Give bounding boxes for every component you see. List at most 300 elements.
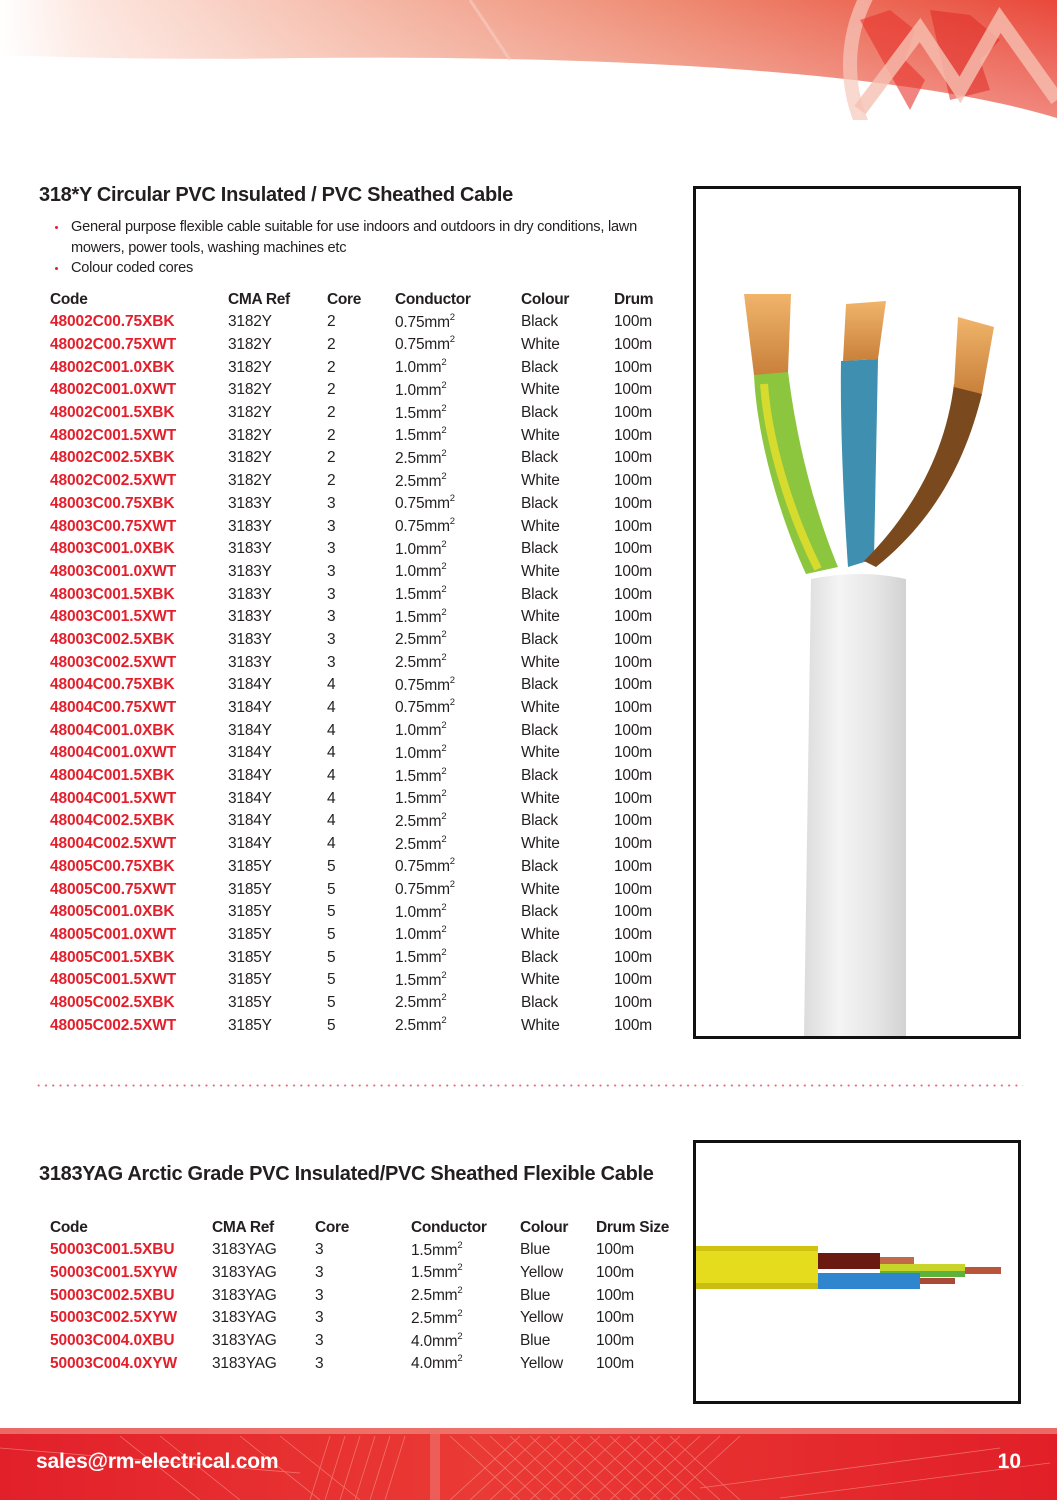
code-cell: 48005C002.5XWT (50, 1016, 177, 1034)
colour-cell: White (521, 426, 560, 444)
col-header-core: Core (315, 1218, 350, 1236)
code-cell: 48004C001.5XWT (50, 789, 177, 807)
squared-superscript: 2 (449, 334, 455, 346)
drum-cell: 100m (614, 948, 652, 966)
code-cell: 48005C00.75XWT (50, 880, 177, 898)
cma-ref-cell: 3183YAG (212, 1354, 277, 1372)
cma-ref-cell: 3185Y (228, 857, 272, 875)
code-cell: 48004C001.5XBK (50, 767, 175, 785)
table-row (50, 719, 680, 742)
cma-ref-cell: 3183Y (228, 608, 272, 626)
cma-ref-cell: 3184Y (228, 767, 272, 785)
conductor-cell: $1.5mm^2$ (395, 765, 447, 785)
code-cell: 48002C001.0XWT (50, 381, 177, 399)
code-cell: 48005C001.5XWT (50, 971, 177, 989)
core-cell: 3 (327, 653, 336, 671)
colour-cell: White (521, 336, 560, 354)
drum-cell: 100m (596, 1264, 634, 1282)
core-cell: 2 (327, 336, 336, 354)
colour-cell: White (521, 880, 560, 898)
core-cell: 5 (327, 857, 336, 875)
squared-superscript: 2 (441, 788, 447, 800)
cma-ref-cell: 3183YAG (212, 1241, 277, 1259)
squared-superscript: 2 (441, 924, 447, 936)
conductor-cell: $1.5mm^2$ (395, 584, 447, 604)
code-cell: 48004C002.5XBK (50, 812, 175, 830)
table-row (50, 697, 680, 720)
drum-cell: 100m (614, 812, 652, 830)
core-cell: 5 (327, 903, 336, 921)
cma-ref-cell: 3185Y (228, 948, 272, 966)
squared-superscript: 2 (457, 1353, 463, 1365)
squared-superscript: 2 (441, 379, 447, 391)
squared-superscript: 2 (441, 1015, 447, 1027)
section2-title: 3183YAG Arctic Grade PVC Insulated/PVC Sheathed Flexible Cable (39, 1163, 654, 1185)
cma-ref-cell: 3183Y (228, 517, 272, 535)
cma-ref-cell: 3182Y (228, 313, 272, 331)
core-cell: 2 (327, 426, 336, 444)
table-row (50, 810, 680, 833)
core-cell: 2 (327, 381, 336, 399)
drum-cell: 100m (614, 404, 652, 422)
drum-cell: 100m (596, 1332, 634, 1350)
squared-superscript: 2 (441, 742, 447, 754)
code-cell: 50003C001.5XYW (50, 1264, 177, 1282)
globe-banner-icon (0, 0, 1057, 120)
colour-cell: Blue (520, 1286, 551, 1304)
squared-superscript: 2 (457, 1330, 463, 1342)
code-cell: 48004C001.0XBK (50, 721, 175, 739)
drum-cell: 100m (614, 540, 652, 558)
conductor-cell: $2.5mm^2$ (395, 652, 447, 672)
code-cell: 48003C001.0XWT (50, 562, 177, 580)
colour-cell: White (521, 381, 560, 399)
colour-cell: Blue (520, 1241, 551, 1259)
squared-superscript: 2 (441, 402, 447, 414)
drum-cell: 100m (614, 699, 652, 717)
core-cell: 5 (327, 993, 336, 1011)
table-row (50, 969, 680, 992)
col-header-drum: Drum (614, 290, 654, 308)
drum-cell: 100m (614, 721, 652, 739)
drum-cell: 100m (614, 676, 652, 694)
squared-superscript: 2 (441, 947, 447, 959)
drum-cell: 100m (614, 1016, 652, 1034)
colour-cell: Black (521, 903, 558, 921)
core-cell: 3 (327, 630, 336, 648)
table-row (50, 1284, 680, 1307)
core-cell: 3 (327, 562, 336, 580)
colour-cell: Black (521, 676, 558, 694)
col-header-colour: Colour (521, 290, 570, 308)
cma-ref-cell: 3183Y (228, 562, 272, 580)
cma-ref-cell: 3182Y (228, 449, 272, 467)
cma-ref-cell: 3183YAG (212, 1309, 277, 1327)
colour-cell: White (521, 472, 560, 490)
bullet-icon (55, 226, 58, 229)
conductor-cell: $1.0mm^2$ (395, 924, 447, 944)
core-cell: 3 (315, 1332, 324, 1350)
colour-cell: White (521, 517, 560, 535)
core-cell: 5 (327, 971, 336, 989)
header-banner (0, 0, 1057, 120)
drum-cell: 100m (596, 1309, 634, 1327)
drum-cell: 100m (614, 744, 652, 762)
squared-superscript: 2 (449, 878, 455, 890)
conductor-cell: $0.75mm^2$ (395, 311, 455, 331)
code-cell: 48002C00.75XWT (50, 336, 177, 354)
table-row (50, 833, 680, 856)
table-header-row (50, 288, 680, 311)
table-row (50, 651, 680, 674)
drum-cell: 100m (614, 426, 652, 444)
table-row (50, 561, 680, 584)
colour-cell: White (521, 562, 560, 580)
code-cell: 50003C002.5XYW (50, 1309, 177, 1327)
table-row (50, 992, 680, 1015)
conductor-cell: $1.5mm^2$ (395, 425, 447, 445)
page-number: 10 (997, 1450, 1021, 1473)
drum-cell: 100m (614, 585, 652, 603)
cma-ref-cell: 3183Y (228, 630, 272, 648)
code-cell: 48004C00.75XBK (50, 676, 175, 694)
drum-cell: 100m (596, 1241, 634, 1259)
conductor-cell: $4.0mm^2$ (411, 1353, 463, 1373)
table-row (50, 606, 680, 629)
col-header-core: Core (327, 290, 362, 308)
table-row (50, 515, 680, 538)
core-cell: 2 (327, 449, 336, 467)
squared-superscript: 2 (449, 493, 455, 505)
core-cell: 3 (327, 540, 336, 558)
conductor-cell: $2.5mm^2$ (395, 1015, 447, 1035)
conductor-cell: $1.0mm^2$ (395, 357, 447, 377)
drum-cell: 100m (614, 494, 652, 512)
table-row (50, 402, 680, 425)
code-cell: 48004C001.0XWT (50, 744, 177, 762)
code-cell: 50003C004.0XYW (50, 1354, 177, 1372)
squared-superscript: 2 (457, 1262, 463, 1274)
cma-ref-cell: 3183YAG (212, 1286, 277, 1304)
col-header-code: Code (50, 1218, 88, 1236)
product-photo-3183yag (693, 1140, 1021, 1404)
colour-cell: White (521, 1016, 560, 1034)
cma-ref-cell: 3182Y (228, 336, 272, 354)
col-header-cma-ref: CMA Ref (228, 290, 290, 308)
code-cell: 48005C002.5XBK (50, 993, 175, 1011)
drum-cell: 100m (614, 472, 652, 490)
code-cell: 48005C00.75XBK (50, 857, 175, 875)
squared-superscript: 2 (441, 833, 447, 845)
drum-cell: 100m (614, 653, 652, 671)
core-cell: 3 (315, 1264, 324, 1282)
code-cell: 48005C001.0XBK (50, 903, 175, 921)
squared-superscript: 2 (441, 969, 447, 981)
cma-ref-cell: 3183YAG (212, 1332, 277, 1350)
table-row (50, 924, 680, 947)
conductor-cell: $0.75mm^2$ (395, 856, 455, 876)
table-row (50, 765, 680, 788)
colour-cell: Black (521, 404, 558, 422)
table-row (50, 447, 680, 470)
code-cell: 48002C002.5XWT (50, 472, 177, 490)
conductor-cell: $2.5mm^2$ (395, 447, 447, 468)
code-cell: 48003C00.75XBK (50, 494, 175, 512)
colour-cell: Black (521, 313, 558, 331)
code-cell: 50003C001.5XBU (50, 1241, 175, 1259)
colour-cell: White (521, 789, 560, 807)
conductor-cell: $2.5mm^2$ (395, 629, 447, 649)
table-row (50, 742, 680, 765)
conductor-cell: $0.75mm^2$ (395, 878, 455, 899)
table-row (50, 787, 680, 810)
squared-superscript: 2 (449, 856, 455, 868)
conductor-cell: $1.5mm^2$ (411, 1262, 463, 1282)
squared-superscript: 2 (441, 901, 447, 913)
colour-cell: White (521, 925, 560, 943)
conductor-cell: $2.5mm^2$ (395, 470, 447, 490)
core-cell: 4 (327, 835, 336, 853)
core-cell: 4 (327, 767, 336, 785)
conductor-cell: $1.0mm^2$ (395, 901, 447, 921)
drum-cell: 100m (614, 336, 652, 354)
core-cell: 5 (327, 880, 336, 898)
drum-cell: 100m (596, 1354, 634, 1372)
colour-cell: Black (521, 857, 558, 875)
squared-superscript: 2 (457, 1239, 463, 1251)
table-row (50, 1262, 680, 1285)
contact-email-link[interactable]: sales@rm-electrical.com (36, 1450, 279, 1473)
core-cell: 3 (315, 1309, 324, 1327)
cma-ref-cell: 3184Y (228, 789, 272, 807)
code-cell: 48004C002.5XWT (50, 835, 177, 853)
table-row (50, 856, 680, 879)
code-cell: 48002C001.5XWT (50, 426, 177, 444)
table-row (50, 1352, 680, 1375)
core-cell: 5 (327, 948, 336, 966)
cma-ref-cell: 3184Y (228, 812, 272, 830)
squared-superscript: 2 (441, 447, 447, 459)
colour-cell: Black (521, 449, 558, 467)
conductor-cell: $1.5mm^2$ (395, 947, 447, 967)
code-cell: 48003C00.75XWT (50, 517, 177, 535)
squared-superscript: 2 (441, 538, 447, 550)
cma-ref-cell: 3183Y (228, 494, 272, 512)
colour-cell: Black (521, 358, 558, 376)
core-cell: 2 (327, 472, 336, 490)
drum-cell: 100m (614, 517, 652, 535)
squared-superscript: 2 (457, 1285, 463, 1297)
cma-ref-cell: 3182Y (228, 381, 272, 399)
cma-ref-cell: 3185Y (228, 880, 272, 898)
squared-superscript: 2 (441, 606, 447, 618)
cma-ref-cell: 3185Y (228, 903, 272, 921)
core-cell: 4 (327, 699, 336, 717)
cma-ref-cell: 3183Y (228, 653, 272, 671)
cma-ref-cell: 3182Y (228, 426, 272, 444)
core-cell: 2 (327, 358, 336, 376)
conductor-cell: $1.0mm^2$ (395, 720, 447, 740)
drum-cell: 100m (614, 789, 652, 807)
conductor-cell: $0.75mm^2$ (395, 334, 455, 354)
squared-superscript: 2 (441, 652, 447, 664)
drum-cell: 100m (614, 449, 652, 467)
section1-title: 318*Y Circular PVC Insulated / PVC Sheathed Cable (39, 184, 513, 206)
cma-ref-cell: 3183Y (228, 540, 272, 558)
conductor-cell: $0.75mm^2$ (395, 515, 455, 536)
colour-cell: Black (521, 993, 558, 1011)
cma-ref-cell: 3182Y (228, 358, 272, 376)
colour-cell: White (521, 971, 560, 989)
core-cell: 3 (315, 1354, 324, 1372)
code-cell: 48003C001.0XBK (50, 540, 175, 558)
colour-cell: Blue (520, 1332, 551, 1350)
colour-cell: Black (521, 630, 558, 648)
yellow-arctic-cable-image (696, 1143, 1018, 1401)
core-cell: 4 (327, 676, 336, 694)
drum-cell: 100m (614, 630, 652, 648)
col-header-drum-size: Drum Size (596, 1218, 670, 1236)
core-cell: 4 (327, 789, 336, 807)
conductor-cell: $2.5mm^2$ (411, 1307, 463, 1327)
drum-cell: 100m (596, 1286, 634, 1304)
table-row (50, 1307, 680, 1330)
feature-list (54, 217, 694, 279)
core-cell: 3 (327, 585, 336, 603)
cma-ref-cell: 3184Y (228, 699, 272, 717)
code-cell: 48003C002.5XWT (50, 653, 177, 671)
table-row (50, 946, 680, 969)
squared-superscript: 2 (441, 765, 447, 777)
drum-cell: 100m (614, 835, 652, 853)
code-cell: 48003C001.5XBK (50, 585, 175, 603)
squared-superscript: 2 (441, 470, 447, 482)
code-cell: 48003C002.5XBK (50, 630, 175, 648)
colour-cell: White (521, 699, 560, 717)
drum-cell: 100m (614, 313, 652, 331)
code-cell: 48005C001.5XBK (50, 948, 175, 966)
core-cell: 3 (327, 494, 336, 512)
table-row (50, 583, 680, 606)
core-cell: 3 (315, 1286, 324, 1304)
cma-ref-cell: 3185Y (228, 925, 272, 943)
product-table-318y (50, 288, 680, 1037)
core-cell: 2 (327, 404, 336, 422)
squared-superscript: 2 (441, 629, 447, 641)
footer-bar (0, 1428, 1057, 1500)
table-row (50, 1330, 680, 1353)
drum-cell: 100m (614, 562, 652, 580)
conductor-cell: $4.0mm^2$ (411, 1330, 463, 1350)
code-cell: 48002C002.5XBK (50, 449, 175, 467)
table-row (50, 334, 680, 357)
drum-cell: 100m (614, 358, 652, 376)
colour-cell: Black (521, 494, 558, 512)
conductor-cell: $2.5mm^2$ (411, 1285, 463, 1305)
conductor-cell: $2.5mm^2$ (395, 992, 447, 1012)
col-header-conductor: Conductor (411, 1218, 487, 1236)
core-cell: 4 (327, 812, 336, 830)
colour-cell: White (521, 653, 560, 671)
three-core-cable-image (696, 189, 1018, 1036)
code-cell: 48002C00.75XBK (50, 313, 175, 331)
code-cell: 50003C002.5XBU (50, 1286, 175, 1304)
squared-superscript: 2 (441, 992, 447, 1004)
product-photo-318y (693, 186, 1021, 1039)
cma-ref-cell: 3184Y (228, 744, 272, 762)
table-row (50, 629, 680, 652)
table-row (50, 470, 680, 493)
table-header-row (50, 1216, 680, 1239)
feature-item: Colour coded cores (54, 258, 694, 279)
cma-ref-cell: 3184Y (228, 835, 272, 853)
cma-ref-cell: 3184Y (228, 676, 272, 694)
colour-cell: Black (521, 721, 558, 739)
colour-cell: Black (521, 540, 558, 558)
core-cell: 5 (327, 925, 336, 943)
squared-superscript: 2 (441, 720, 447, 732)
colour-cell: White (521, 744, 560, 762)
drum-cell: 100m (614, 971, 652, 989)
code-cell: 48002C001.5XBK (50, 404, 175, 422)
table-row (50, 493, 680, 516)
conductor-cell: $1.0mm^2$ (395, 379, 447, 399)
drum-cell: 100m (614, 767, 652, 785)
table-row (50, 424, 680, 447)
conductor-cell: $1.5mm^2$ (395, 606, 447, 626)
squared-superscript: 2 (441, 357, 447, 369)
core-cell: 5 (327, 1016, 336, 1034)
squared-superscript: 2 (449, 697, 455, 709)
code-cell: 48004C00.75XWT (50, 699, 177, 717)
conductor-cell: $1.0mm^2$ (395, 742, 447, 762)
cma-ref-cell: 3183Y (228, 585, 272, 603)
colour-cell: Black (521, 948, 558, 966)
core-cell: 3 (327, 608, 336, 626)
core-cell: 4 (327, 744, 336, 762)
drum-cell: 100m (614, 880, 652, 898)
cma-ref-cell: 3182Y (228, 472, 272, 490)
cma-ref-cell: 3185Y (228, 971, 272, 989)
cma-ref-cell: 3184Y (228, 721, 272, 739)
table-row (50, 379, 680, 402)
table-row (50, 1239, 680, 1262)
col-header-conductor: Conductor (395, 290, 471, 308)
drum-cell: 100m (614, 903, 652, 921)
conductor-cell: $0.75mm^2$ (395, 674, 455, 694)
squared-superscript: 2 (449, 515, 455, 527)
colour-cell: White (521, 608, 560, 626)
feature-item: General purpose flexible cable suitable for use indoors and outdoors in dry conditions, lawn mowers, power tools, washing machines etc (54, 217, 694, 258)
cma-ref-cell: 3182Y (228, 404, 272, 422)
colour-cell: Black (521, 767, 558, 785)
table-row (50, 311, 680, 334)
conductor-cell: $2.5mm^2$ (395, 833, 447, 853)
squared-superscript: 2 (441, 810, 447, 822)
conductor-cell: $0.75mm^2$ (395, 697, 455, 717)
squared-superscript: 2 (441, 425, 447, 437)
section-divider (35, 1084, 1023, 1087)
drum-cell: 100m (614, 925, 652, 943)
col-header-cma-ref: CMA Ref (212, 1218, 274, 1236)
colour-cell: Black (521, 812, 558, 830)
conductor-cell: $1.5mm^2$ (395, 969, 447, 989)
colour-cell: Yellow (520, 1354, 564, 1372)
squared-superscript: 2 (449, 311, 455, 323)
squared-superscript: 2 (449, 674, 455, 686)
squared-superscript: 2 (457, 1307, 463, 1319)
drum-cell: 100m (614, 857, 652, 875)
